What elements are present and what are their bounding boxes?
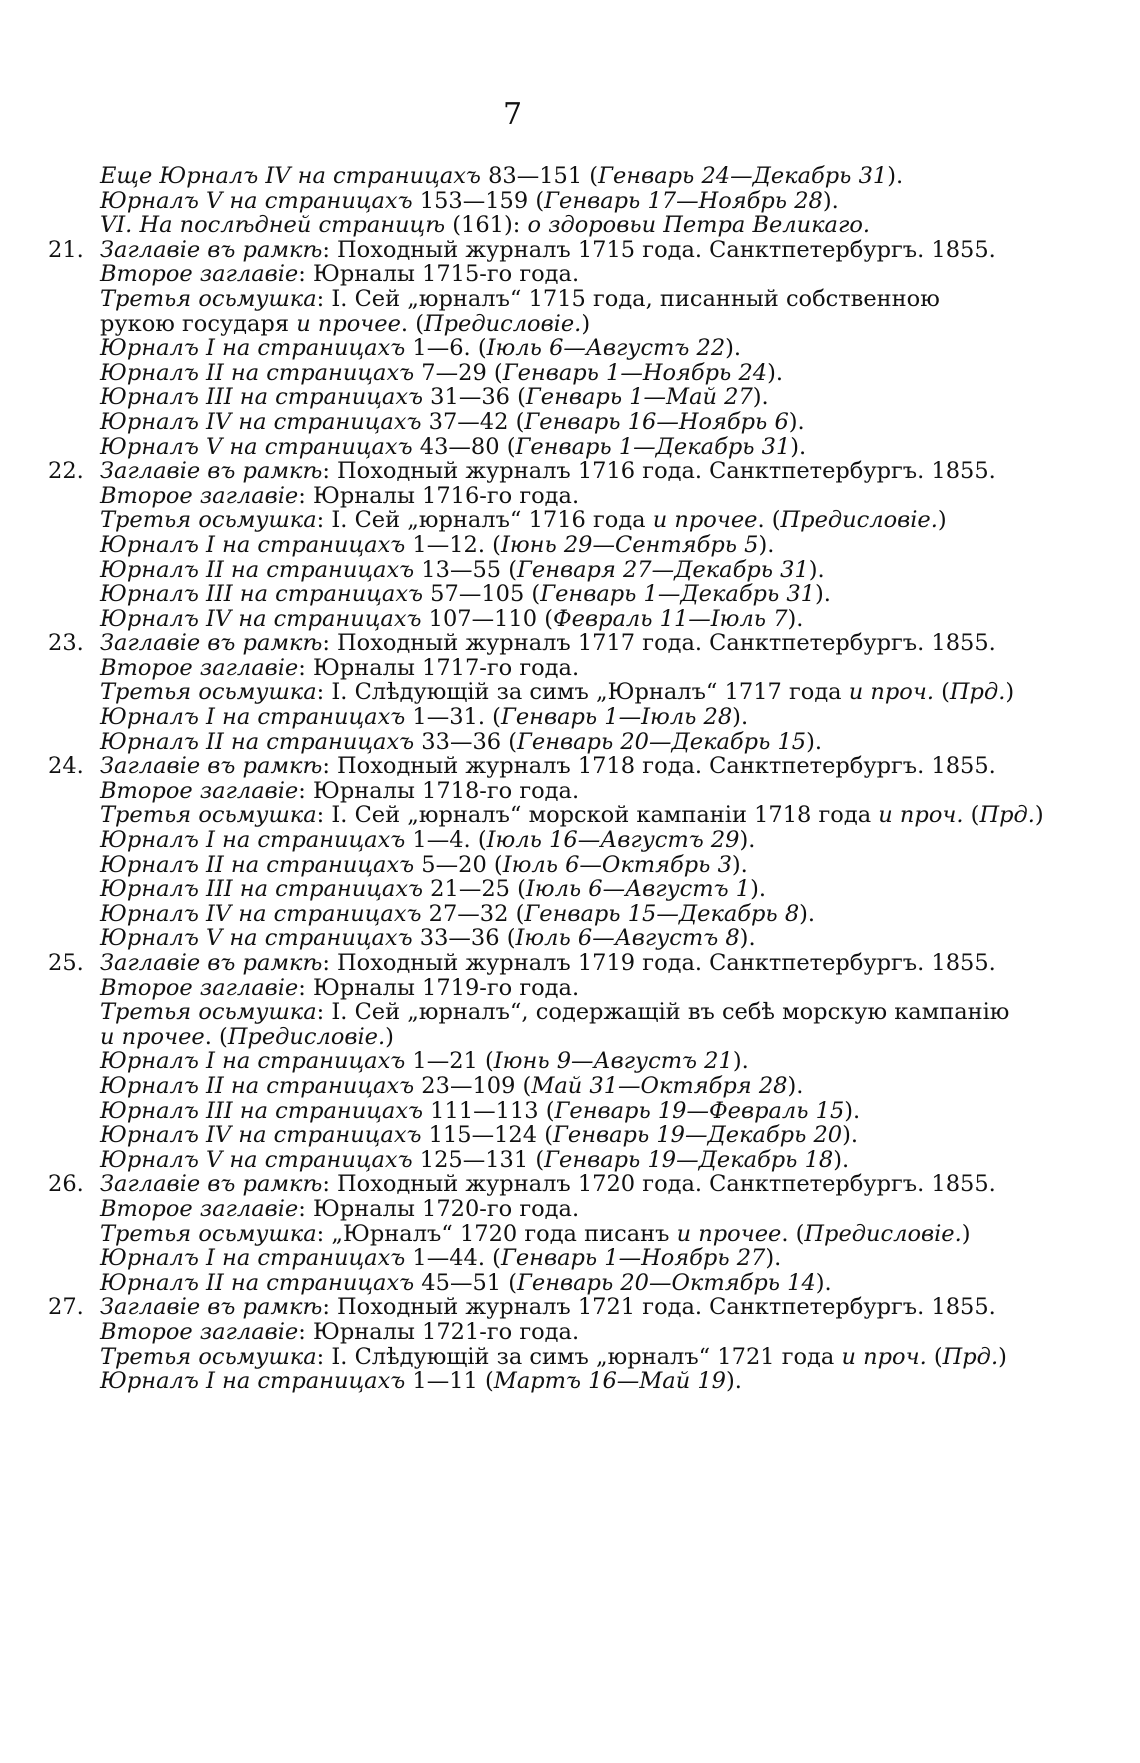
roman-text: ) (961, 1220, 971, 1247)
roman-text: 1—11 ( (405, 1368, 494, 1395)
italic-text: и проч. (878, 802, 964, 829)
italic-text: Генварь 17—Ноябрь 28 (544, 187, 823, 214)
italic-text: Третья осьмушка (100, 679, 317, 706)
roman-text: : Походный журналъ 1716 года. Санктпетербургъ. 1855. (322, 458, 996, 485)
italic-text: Генварь 1—Май 27 (525, 384, 753, 411)
italic-text: Юрналъ III на страницахъ (100, 1097, 424, 1124)
entry-line (48, 976, 1018, 1001)
roman-text: ) (998, 1343, 1007, 1370)
italic-text: Іюль 6—Августъ 8 (515, 925, 740, 952)
roman-text: : Юрналы 1716-го года. (298, 482, 580, 509)
roman-text: ). (725, 335, 742, 362)
italic-text: Юрналъ V на страницахъ (100, 1146, 413, 1173)
roman-text: 13—55 ( (414, 556, 517, 583)
roman-text: ) (581, 310, 591, 337)
italic-text: Третья осьмушка (100, 999, 317, 1026)
roman-text: ). (739, 827, 756, 854)
italic-text: и прочее (100, 1023, 205, 1050)
italic-text: Генварь 1—Ноябрь 27 (500, 1245, 766, 1272)
entry-line (48, 828, 1018, 853)
entry-line (48, 1074, 1018, 1099)
italic-text: Юрналъ V на страницахъ (100, 925, 413, 952)
roman-text: 7—29 ( (414, 359, 503, 386)
italic-text: Юрналъ V на страницахъ (100, 187, 413, 214)
entry-number: 24. (48, 753, 84, 780)
entry-line (48, 189, 1018, 214)
roman-text: : I. Слѣдующій за симъ „юрналъ“ 1721 года (316, 1343, 842, 1370)
entry-number: 21. (48, 236, 84, 263)
italic-text: Генварь 20—Октябрь 14 (517, 1269, 816, 1296)
italic-text: Юрналъ I на страницахъ (100, 335, 406, 362)
roman-text: ). (887, 163, 904, 189)
entry-line (48, 1049, 1018, 1074)
italic-text: Предисловіе. (227, 1023, 386, 1050)
entry-heading-line (48, 754, 1018, 779)
italic-text: VI. На послѣдней страницѣ (100, 212, 446, 239)
entry-line (48, 902, 1018, 927)
italic-text: Второе заглавіе (100, 1318, 299, 1345)
entry-number: 22. (48, 458, 84, 485)
roman-text: 1—44. ( (405, 1245, 501, 1272)
roman-text: ). (833, 1146, 850, 1173)
entry-line (48, 802, 1044, 829)
roman-text: ). (815, 581, 831, 608)
entry-line (48, 361, 1018, 386)
entry-number: 27. (48, 1294, 84, 1321)
italic-text: Юрналъ I на страницахъ (100, 827, 406, 854)
italic-text: Генварь 1—Декабрь 31 (515, 433, 791, 460)
italic-text: Генварь 19—Декабрь 18 (544, 1146, 834, 1173)
entry-line (48, 1123, 1018, 1148)
italic-text: Генварь 20—Декабрь 15 (517, 728, 807, 755)
italic-text: Заглавіе въ рамкѣ (100, 630, 323, 657)
italic-text: Предисловіе. (780, 507, 938, 534)
entry-heading-line (48, 238, 1018, 263)
italic-text: Прд. (949, 679, 1006, 706)
italic-text: Мартъ 16—Май 19 (493, 1368, 726, 1395)
entry-line (48, 533, 1018, 558)
entry-line (48, 1148, 1018, 1173)
roman-text: ) (1005, 679, 1015, 706)
roman-text: ). (731, 851, 748, 878)
italic-text: Заглавіе въ рамкѣ (100, 753, 323, 780)
entry-line (48, 1099, 1018, 1124)
italic-text: Генварь 1—Ноябрь 24 (502, 359, 768, 386)
roman-text: : Походный журналъ 1717 года. Санктпетербургъ. 1855. (322, 630, 996, 657)
italic-text: и проч. (848, 679, 934, 706)
italic-text: Прд. (979, 802, 1035, 829)
roman-text: : Юрналы 1718-го года. (298, 777, 580, 804)
roman-text: 33—36 ( (412, 925, 516, 952)
italic-text: Февраль 11—Іюль 7 (553, 605, 788, 632)
roman-text: ) (385, 1023, 394, 1050)
italic-text: и проч. (841, 1343, 927, 1370)
italic-text: Юрналъ III на страницахъ (100, 384, 424, 411)
italic-text: Іюнь 9—Августъ 21 (493, 1048, 733, 1075)
italic-text: Іюнь 29—Сентябрь 5 (500, 531, 759, 558)
entry-line (48, 926, 1018, 951)
roman-text: ). (787, 1072, 804, 1099)
roman-text: ). (739, 925, 756, 952)
entry-line (48, 484, 1018, 509)
italic-text: Іюль 6—Августъ 1 (525, 876, 751, 903)
roman-text: ). (788, 408, 805, 435)
italic-text: Іюль 16—Августъ 29 (486, 827, 740, 854)
roman-text: ). (842, 1122, 859, 1149)
italic-text: Третья осьмушка (100, 802, 317, 829)
italic-text: Юрналъ I на страницахъ (100, 531, 406, 558)
italic-text: Заглавіе въ рамкѣ (100, 236, 323, 263)
roman-text: : I. Сей „юрналъ“ 1715 года, писанный собственною рукою государя (100, 285, 940, 337)
italic-text: Второе заглавіе (100, 1195, 299, 1222)
italic-text: Заглавіе въ рамкѣ (100, 458, 323, 485)
italic-text: Генваря 27—Декабрь 31 (517, 556, 809, 583)
roman-text: ). (752, 384, 769, 411)
roman-text: : Походный журналъ 1718 года. Санктпетербургъ. 1855. (322, 753, 996, 780)
roman-text: 23—109 ( (414, 1072, 532, 1099)
italic-text: Юрналъ I на страницахъ (100, 1245, 406, 1272)
entry-number: 23. (48, 630, 84, 657)
roman-text: 83—151 ( (480, 163, 599, 189)
italic-text: Генварь 19—Декабрь 20 (553, 1122, 843, 1149)
roman-text: ). (726, 1368, 742, 1395)
entry-line (48, 508, 1018, 533)
roman-text: 1—4. ( (405, 827, 487, 854)
roman-text: . ( (757, 507, 781, 534)
entry-number: 25. (48, 950, 84, 976)
roman-text: 31—36 ( (423, 384, 526, 411)
roman-text: (161): (445, 212, 528, 239)
italic-text: Второе заглавіе (100, 777, 299, 804)
roman-text: ). (799, 900, 816, 927)
italic-text: Второе заглавіе (100, 974, 299, 1001)
entry-line (48, 779, 1018, 804)
roman-text: : I. Сей „юрналъ“ 1716 года (316, 507, 653, 534)
page-number: 7 (502, 97, 523, 132)
roman-text: 1—21 ( (405, 1048, 494, 1075)
italic-text: Третья осьмушка (100, 285, 317, 312)
italic-text: Юрналъ IV на страницахъ (100, 408, 422, 435)
roman-text: ). (732, 704, 749, 731)
entry-line (48, 1345, 1018, 1370)
italic-text: Прд. (942, 1343, 999, 1370)
roman-text: 125—131 ( (412, 1146, 545, 1173)
roman-text: ). (765, 1245, 782, 1272)
italic-text: Юрналъ I на страницахъ (100, 1048, 406, 1075)
italic-text: Второе заглавіе (100, 482, 299, 509)
roman-text: 5—20 ( (414, 851, 503, 878)
entry-line (48, 730, 1018, 755)
entry-heading-line (48, 951, 1018, 976)
entry-line (48, 1000, 1018, 1049)
roman-text: : Юрналы 1721-го года. (298, 1318, 580, 1345)
italic-text: Предисловіе. (424, 310, 582, 337)
entry-heading-line (48, 1172, 1018, 1197)
italic-text: Юрналъ II на страницахъ (100, 556, 415, 583)
italic-text: Юрналъ IV на страницахъ (100, 900, 422, 927)
roman-text: : Походный журналъ 1721 года. Санктпетербургъ. 1855. (322, 1294, 996, 1321)
roman-text: : Походный журналъ 1719 года. Санктпетербургъ. 1855. (322, 950, 996, 976)
roman-text: ). (844, 1097, 861, 1124)
italic-text: Юрналъ III на страницахъ (100, 876, 424, 903)
entry-line (48, 1222, 1018, 1247)
italic-text: Іюль 6—Октябрь 3 (502, 851, 732, 878)
italic-text: Заглавіе въ рамкѣ (100, 950, 323, 976)
italic-text: Заглавіе въ рамкѣ (100, 1294, 323, 1321)
italic-text: Май 31—Октября 28 (531, 1072, 788, 1099)
roman-text: : Походный журналъ 1715 года. Санктпетербургъ. 1855. (322, 236, 996, 263)
roman-text: 27—32 ( (421, 900, 525, 927)
roman-text: ). (806, 728, 823, 755)
italic-text: Юрналъ II на страницахъ (100, 359, 415, 386)
roman-text: . ( (400, 310, 424, 337)
italic-text: Юрналъ IV на страницахъ (100, 1122, 422, 1149)
entry-line (48, 1369, 1018, 1394)
entry-line (48, 1271, 1018, 1296)
catalog-text (48, 163, 1044, 1395)
italic-text: Третья осьмушка (100, 1220, 317, 1247)
roman-text: . ( (204, 1023, 228, 1050)
roman-text: 115—124 ( (421, 1122, 553, 1149)
entry-line (48, 680, 1018, 705)
entry-heading-line (48, 1295, 1018, 1320)
roman-text: 33—36 ( (414, 728, 517, 755)
roman-text: ). (750, 876, 767, 903)
entry-line (48, 336, 1018, 361)
italic-text: Юрналъ I на страницахъ (100, 704, 406, 731)
italic-text: Третья осьмушка (100, 507, 317, 534)
entry-line (48, 1246, 1018, 1271)
italic-text: Генварь 19—Февраль 15 (554, 1097, 845, 1124)
italic-text: Генварь 1—Декабрь 31 (540, 581, 815, 608)
entry-line (48, 582, 1018, 607)
entry-line (48, 164, 1018, 189)
italic-text: Еще Юрналъ IV на страницахъ (100, 163, 481, 189)
entry-line (48, 877, 1018, 902)
roman-text: ( (933, 679, 950, 706)
roman-text: ). (758, 531, 775, 558)
roman-text: 1—31. ( (405, 704, 501, 731)
italic-text: Предисловіе. (804, 1220, 962, 1247)
entry-number: 26. (48, 1171, 84, 1198)
entry-line (48, 385, 1018, 410)
roman-text: ). (787, 605, 804, 632)
roman-text: ). (790, 433, 807, 460)
roman-text: ). (767, 359, 784, 386)
roman-text: 45—51 ( (414, 1269, 517, 1296)
roman-text: ). (732, 1048, 749, 1075)
roman-text: : I. Сей „юрналъ“ морской кампаніи 1718 года (316, 802, 879, 829)
roman-text: : Юрналы 1717-го года. (298, 654, 580, 681)
roman-text: ). (815, 1269, 832, 1296)
italic-text: Юрналъ II на страницахъ (100, 1269, 415, 1296)
entry-line (48, 287, 1018, 336)
roman-text: ( (963, 802, 980, 829)
roman-text: ). (822, 187, 839, 214)
italic-text: Юрналъ III на страницахъ (100, 581, 424, 608)
roman-text: 43—80 ( (412, 433, 516, 460)
roman-text: ). (808, 556, 825, 583)
roman-text: 37—42 ( (421, 408, 525, 435)
entry-line (48, 853, 1018, 878)
entry-line (48, 1197, 1018, 1222)
italic-text: и прочее (676, 1220, 782, 1247)
italic-text: Юрналъ V на страницахъ (100, 433, 413, 460)
roman-text: 1—12. ( (405, 531, 501, 558)
italic-text: Третья осьмушка (100, 1343, 317, 1370)
roman-text: : I. Слѣдующій за симъ „Юрналъ“ 1717 года (316, 679, 849, 706)
entry-line (48, 607, 1018, 632)
italic-text: Генварь 15—Декабрь 8 (524, 900, 800, 927)
italic-text: Юрналъ II на страницахъ (100, 851, 415, 878)
roman-text: : Юрналы 1715-го года. (298, 261, 580, 288)
roman-text: ) (937, 507, 947, 534)
roman-text: : „Юрналъ“ 1720 года писанъ (316, 1220, 677, 1247)
italic-text: Юрналъ I на страницахъ (100, 1368, 406, 1395)
entry-line (48, 262, 1018, 287)
entry-line (48, 1320, 1018, 1345)
italic-text: Юрналъ II на страницахъ (100, 728, 415, 755)
italic-text: Заглавіе въ рамкѣ (100, 1171, 323, 1198)
italic-text: Юрналъ IV на страницахъ (100, 605, 422, 632)
roman-text: 57—105 ( (423, 581, 541, 608)
italic-text: Генварь 1—Іюль 28 (500, 704, 733, 731)
entry-line (48, 410, 1018, 435)
italic-text: о здоровьи Петра Великаго. (527, 212, 871, 239)
roman-text: : I. Сей „юрналъ“, содержащій въ себѣ морскую кампанію (316, 999, 1010, 1026)
roman-text: 153—159 ( (412, 187, 545, 214)
roman-text: ) (1034, 802, 1044, 829)
roman-text: 21—25 ( (423, 876, 526, 903)
italic-text: Генварь 24—Декабрь 31 (598, 163, 888, 189)
entry-line (48, 435, 1018, 460)
italic-text: и прочее (296, 310, 401, 337)
entry-line (48, 213, 1018, 238)
italic-text: Второе заглавіе (100, 654, 299, 681)
entry-line (48, 705, 1018, 730)
roman-text: 111—113 ( (423, 1097, 555, 1124)
entry-heading-line (48, 459, 1018, 484)
italic-text: Іюль 6—Августъ 22 (486, 335, 726, 362)
roman-text: : Юрналы 1720-го года. (298, 1195, 580, 1222)
entry-line (48, 656, 1018, 681)
italic-text: и прочее (652, 507, 758, 534)
entry-line (48, 558, 1018, 583)
italic-text: Генварь 16—Ноябрь 6 (524, 408, 789, 435)
italic-text: Второе заглавіе (100, 261, 299, 288)
italic-text: Юрналъ II на страницахъ (100, 1072, 415, 1099)
roman-text: ( (926, 1343, 943, 1370)
roman-text: : Юрналы 1719-го года. (298, 974, 580, 1001)
entry-heading-line (48, 631, 1018, 656)
roman-text: . ( (781, 1220, 805, 1247)
roman-text: 1—6. ( (405, 335, 487, 362)
roman-text: : Походный журналъ 1720 года. Санктпетербургъ. 1855. (322, 1171, 996, 1198)
roman-text: 107—110 ( (421, 605, 553, 632)
